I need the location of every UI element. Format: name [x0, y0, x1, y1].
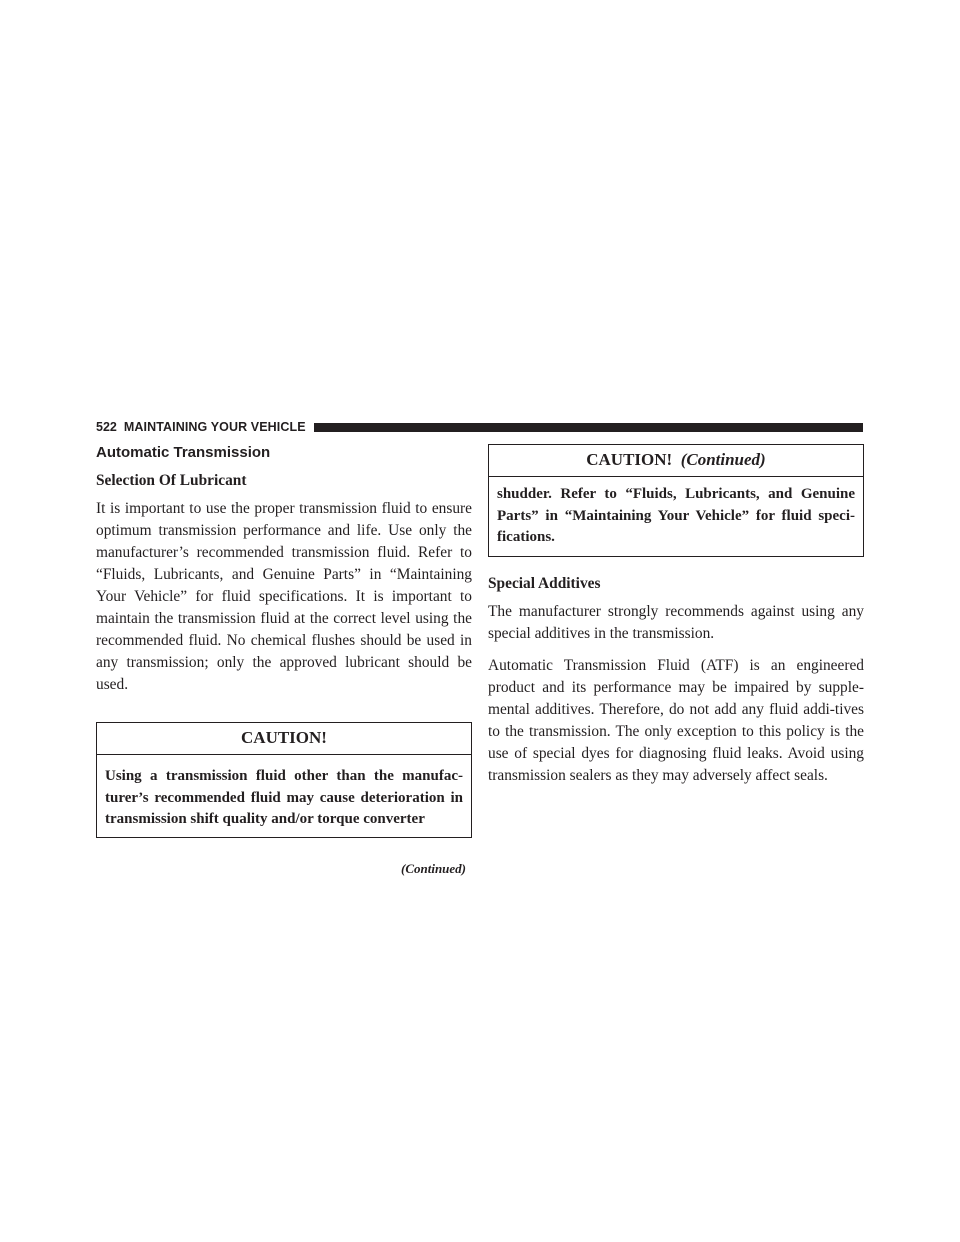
left-column	[96, 442, 472, 880]
header-rule	[314, 423, 863, 432]
page-number: 522	[96, 420, 117, 434]
caution-text: Using a transmission fluid other than the manufac-turer’s recommended fluid may cause deterioration in transmission shift quality and/or torque converter	[105, 768, 463, 827]
caution-box-continued	[488, 444, 864, 557]
continued-note: (Continued)	[400, 860, 466, 876]
lubricant-paragraph: It is important to use the proper transmission fluid to ensure optimum transmission performance and life. Use only the manufacturer’s recommended transmission fluid. Refer to “Fluids, Lubricants, and Genuine Parts” in “Maintaining Your Vehicle” for fluid specifications. It is important to maintain the transmission fluid at the correct level using the recommended fluid. No chemical flushes should be used in any transmission; only the approved lubricant should be used.	[96, 500, 472, 693]
additives-paragraph-2: Automatic Transmission Fluid (ATF) is an engineered product and its performance may be impaired by supple-mental additives. Therefore, do not add any fluid addi-tives to the transmission. The only exception to this policy is the use of special dyes for diagnosing fluid leaks. Avoid using transmission sealers as they may adversely affect seals.	[488, 656, 864, 784]
running-title: MAINTAINING YOUR VEHICLE	[123, 420, 306, 434]
caution-title-continued	[489, 445, 863, 477]
caution-title-label: CAUTION!	[586, 450, 673, 469]
caution-title: CAUTION!	[97, 723, 471, 755]
section-title: Automatic Transmission	[96, 444, 271, 461]
subsection-title-additives: Special Additives	[488, 574, 601, 592]
right-column	[488, 442, 864, 787]
page-header	[96, 418, 863, 436]
subsection-title-lubricant: Selection Of Lubricant	[96, 472, 247, 489]
additives-paragraph-1: The manufacturer strongly recommends against using any special additives in the transmission.	[488, 602, 864, 642]
caution-title-cont: (Continued)	[680, 450, 766, 469]
caution-text-continued: shudder. Refer to “Fluids, Lubricants, and Genuine Parts” in “Maintaining Your Vehicle” for fluid speci-fications.	[497, 486, 855, 545]
caution-box	[96, 722, 472, 838]
